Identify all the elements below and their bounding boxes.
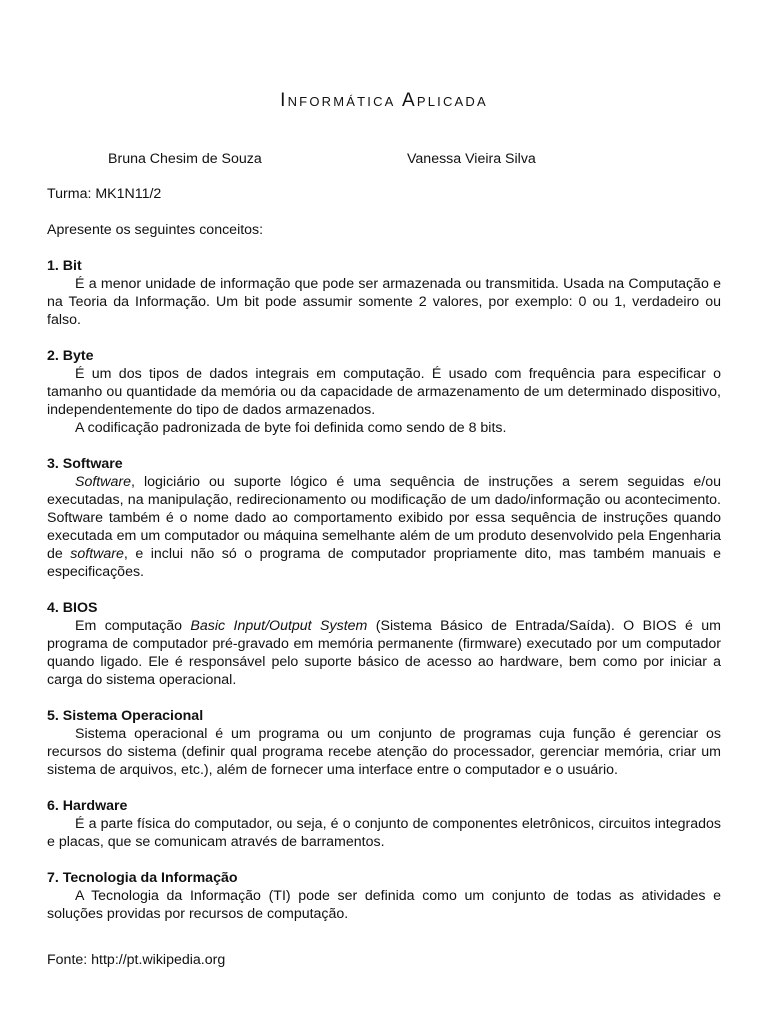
section-heading: 5. Sistema Operacional bbox=[47, 708, 204, 724]
italic-term: Basic Input/Output System bbox=[190, 618, 368, 634]
class-id: Turma: MK1N11/2 bbox=[47, 186, 162, 202]
italic-term: software bbox=[70, 546, 124, 562]
section-heading: 2. Byte bbox=[47, 348, 94, 364]
section-paragraph bbox=[47, 617, 721, 689]
concept-section bbox=[47, 707, 721, 779]
concept-section bbox=[47, 257, 721, 329]
section-heading: 4. BIOS bbox=[47, 600, 98, 616]
text-run: A codificação padronizada de byte foi definida como sendo de 8 bits. bbox=[75, 420, 507, 436]
section-heading: 7. Tecnologia da Informação bbox=[47, 870, 238, 886]
text-run: É a parte física do computador, ou seja, é o conjunto de componentes eletrônicos, circuitos integrados e placas, que se comunicam através de barramentos. bbox=[47, 816, 721, 850]
document-title: Informática Aplicada bbox=[280, 90, 488, 111]
italic-term: Software bbox=[75, 474, 131, 490]
concept-section bbox=[47, 797, 721, 851]
text-run: Sistema operacional é um programa ou um conjunto de programas cuja função é gerenciar os recursos do sistema (definir qual programa recebe atenção do processador, gerenciar memória, criar um sistema de arquivos, etc.), além de fornecer uma interface entre o computador e o usuário. bbox=[47, 726, 721, 778]
section-paragraph bbox=[47, 473, 721, 581]
text-run: É a menor unidade de informação que pode ser armazenada ou transmitida. Usada na Computação e na Teoria da Informação. Um bit pode assumir somente 2 valores, por exemplo: 0 ou 1, verdadeiro ou falso. bbox=[47, 276, 721, 328]
text-run: É um dos tipos de dados integrais em computação. É usado com frequência para especificar o tamanho ou quantidade da memória ou da capacidade de armazenamento de um determinado dispositivo, independentemente do tipo de dados armazenados. bbox=[47, 366, 721, 418]
concept-section bbox=[47, 599, 721, 689]
section-paragraph bbox=[47, 725, 721, 779]
assignment-prompt: Apresente os seguintes conceitos: bbox=[47, 222, 264, 238]
concept-sections bbox=[47, 257, 721, 941]
text-run: Em computação bbox=[75, 618, 191, 634]
author-name: Vanessa Vieira Silva bbox=[407, 151, 536, 167]
section-paragraph bbox=[47, 419, 721, 437]
section-heading: 3. Software bbox=[47, 456, 123, 472]
source-citation: Fonte: http://pt.wikipedia.org bbox=[47, 952, 226, 968]
text-run: , e inclui não só o programa de computador propriamente dito, mas também manuais e especificações. bbox=[47, 546, 721, 580]
author-name: Bruna Chesim de Souza bbox=[108, 151, 262, 167]
text-run: A Tecnologia da Informação (TI) pode ser definida como um conjunto de todas as atividades e soluções providas por recursos de computação. bbox=[47, 888, 721, 922]
section-paragraph bbox=[47, 275, 721, 329]
text-run: (Sistema Básico de Entrada/Saída). O BIOS é um programa de computador pré-gravado em memória permanente (firmware) executado por um computador quando ligado. Ele é responsável pelo suporte básico de acesso ao hardware, bem como por iniciar a carga do sistema operacional. bbox=[47, 618, 721, 688]
section-paragraph bbox=[47, 887, 721, 923]
section-paragraph bbox=[47, 815, 721, 851]
section-heading: 1. Bit bbox=[47, 258, 82, 274]
concept-section bbox=[47, 455, 721, 581]
text-run: , logiciário ou suporte lógico é uma sequência de instruções a serem seguidas e/ou executadas, na manipulação, redirecionamento ou modificação de um dado/informação ou acontecimento. Software também é o nome dado ao comportamento exibido por essa sequência de instruções quando executada em um computador ou máquina semelhante além de um produto desenvolvido pela Engenharia de bbox=[47, 474, 721, 562]
section-paragraph bbox=[47, 365, 721, 419]
concept-section bbox=[47, 869, 721, 923]
section-heading: 6. Hardware bbox=[47, 798, 128, 814]
concept-section bbox=[47, 347, 721, 437]
